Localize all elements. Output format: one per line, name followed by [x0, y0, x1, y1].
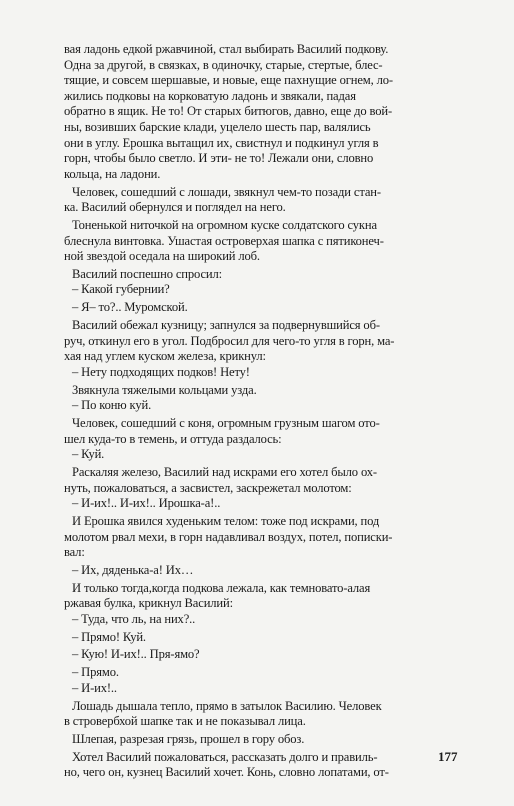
body-text	[64, 42, 474, 781]
text-line: вая ладонь едкой ржавчиной, стал выбирать Василий подкову.	[64, 42, 389, 56]
text-line: Хотел Василий пожаловаться, рассказать долго и правиль-	[72, 749, 378, 764]
text-line: – Какой губернии?	[72, 282, 170, 297]
text-line: Человек, сошедший с коня, огромным грузным шагом ото-	[72, 415, 380, 430]
page-number: 177	[438, 749, 458, 764]
text-line: – Прямо.	[72, 665, 119, 680]
text-line: вал:	[64, 545, 85, 560]
text-line: ржавая булка, крикнул Василий:	[64, 596, 233, 611]
text-line: блеснула винтовка. Ушастая островерхая шапка с пятиконеч-	[64, 233, 384, 248]
text-line: – Туда, что ль, на них?..	[72, 611, 196, 626]
text-line: Раскаляя железо, Василий над искрами его хотел было ох-	[72, 464, 377, 479]
text-line: Человек, сошедший с лошади, звякнул чем-то позади стан-	[72, 184, 381, 199]
text-line: горн, чтобы было светло. И эти- не то! Лежали они, словно	[64, 151, 374, 166]
text-line: руч, откинул его в угол. Подбросил для чего-то угля в горн, ма-	[64, 333, 395, 348]
text-line: Василий поспешно спросил:	[72, 266, 222, 281]
text-line: – И-их!..	[72, 680, 117, 695]
text-line: – По коню куй.	[72, 398, 152, 413]
text-line: тящие, и совсем шершавые, и новые, еще пахнущие огнем, ло-	[64, 73, 393, 88]
text-line: молотом рвал мехи, в горн надавливал воздух, потел, пописки-	[64, 529, 393, 544]
text-line: – Прямо! Куй.	[72, 629, 146, 644]
text-line: Василий обежал кузницу; запнулся за подвернувшийся об-	[72, 318, 380, 333]
text-line: они в углу. Ерошка вытащил их, свистнул и подкинул угля в	[64, 135, 379, 150]
text-line: ной звездой оседала на широкий лоб.	[64, 249, 260, 264]
text-line: жились подковы на корковатую ладонь и звякали, падая	[64, 88, 356, 103]
text-line: И только тогда,когда подкова лежала, как темновато-алая	[72, 580, 371, 595]
text-line: но, чего он, кузнец Василий хочет. Конь, словно лопатами, от-	[64, 765, 389, 780]
text-line: Шлепая, разрезая грязь, прошел в гору обоз.	[72, 731, 305, 746]
text-line: – Я– то?.. Муромской.	[72, 300, 188, 315]
text-line: в стровербхой шапке так и не показывал лица.	[64, 714, 306, 729]
text-line: ны, возивших барские клади, уцелело шесть пар, валялись	[64, 119, 371, 134]
text-line: Звякнула тяжелыми кольцами узда.	[72, 382, 257, 397]
text-line: – Куй.	[72, 447, 105, 462]
text-line: хая над углем куском железа, крикнул:	[64, 349, 266, 364]
text-line: – Их, дяденька-а! Их…	[72, 562, 194, 577]
text-line: ка. Василий обернулся и поглядел на него.	[64, 200, 286, 215]
text-line: – Кую! И-их!.. Пря-ямо?	[72, 647, 200, 662]
text-line: – Нету подходящих подков! Нету!	[72, 364, 250, 379]
text-line: Лошадь дышала тепло, прямо в затылок Василию. Человек	[72, 698, 382, 713]
text-line: шел куда-то в темень, и оттуда раздалось:	[64, 431, 282, 446]
text-line: Одна за другой, в связках, в одиночку, старые, стертые, блес-	[64, 57, 383, 72]
text-line: Тоненькой ниточкой на огромном куске солдатского сукна	[72, 217, 377, 232]
text-line: нуть, пожаловаться, а засвистел, заскрежетал молотом:	[64, 480, 352, 495]
text-line: И Ерошка явился худеньким телом: тоже под искрами, под	[72, 513, 380, 528]
text-line: обратно в ящик. Не то! От старых битюгов, давно, еще до вой-	[64, 104, 392, 119]
text-line: кольца, на ладони.	[64, 166, 161, 181]
text-line: – И-их!.. И-их!.. Ирошка-а!..	[72, 496, 221, 511]
